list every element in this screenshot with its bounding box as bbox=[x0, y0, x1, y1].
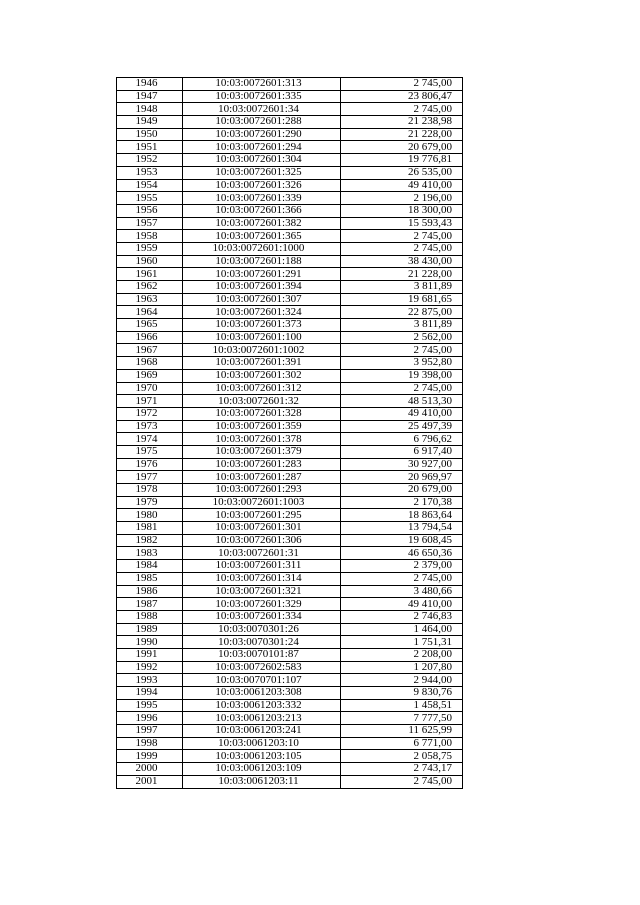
cadastral-number-cell: 10:03:0072601:295 bbox=[183, 509, 341, 522]
value-cell: 19 681,65 bbox=[341, 293, 463, 306]
value-cell: 19 776,81 bbox=[341, 154, 463, 167]
table-row bbox=[117, 445, 463, 458]
table-row bbox=[117, 128, 463, 141]
table-row bbox=[117, 281, 463, 294]
row-number-cell: 1952 bbox=[117, 154, 183, 167]
row-number-cell: 1984 bbox=[117, 560, 183, 573]
table-row bbox=[117, 78, 463, 91]
cadastral-number-cell: 10:03:0072601:359 bbox=[183, 420, 341, 433]
value-cell: 15 593,43 bbox=[341, 217, 463, 230]
cadastral-number-cell: 10:03:0072601:287 bbox=[183, 471, 341, 484]
table-row bbox=[117, 585, 463, 598]
cadastral-number-cell: 10:03:0072601:290 bbox=[183, 128, 341, 141]
value-cell: 7 777,50 bbox=[341, 712, 463, 725]
row-number-cell: 1988 bbox=[117, 610, 183, 623]
value-cell: 6 917,40 bbox=[341, 445, 463, 458]
row-number-cell: 1996 bbox=[117, 712, 183, 725]
cadastral-number-cell: 10:03:0072601:335 bbox=[183, 90, 341, 103]
cadastral-number-cell: 10:03:0072601:365 bbox=[183, 230, 341, 243]
table-row bbox=[117, 687, 463, 700]
row-number-cell: 1971 bbox=[117, 395, 183, 408]
row-number-cell: 1993 bbox=[117, 674, 183, 687]
row-number-cell: 1977 bbox=[117, 471, 183, 484]
cadastral-number-cell: 10:03:0072601:379 bbox=[183, 445, 341, 458]
value-cell: 13 794,54 bbox=[341, 522, 463, 535]
value-cell: 3 811,89 bbox=[341, 281, 463, 294]
value-cell: 18 863,64 bbox=[341, 509, 463, 522]
row-number-cell: 1973 bbox=[117, 420, 183, 433]
cadastral-number-cell: 10:03:0072601:1003 bbox=[183, 496, 341, 509]
table-row bbox=[117, 623, 463, 636]
value-cell: 2 745,00 bbox=[341, 572, 463, 585]
row-number-cell: 1958 bbox=[117, 230, 183, 243]
row-number-cell: 1972 bbox=[117, 407, 183, 420]
table-row bbox=[117, 395, 463, 408]
value-cell: 21 238,98 bbox=[341, 116, 463, 129]
value-cell: 2 745,00 bbox=[341, 78, 463, 91]
cadastral-number-cell: 10:03:0072602:583 bbox=[183, 661, 341, 674]
table-row bbox=[117, 331, 463, 344]
row-number-cell: 1998 bbox=[117, 737, 183, 750]
row-number-cell: 1947 bbox=[117, 90, 183, 103]
table-row bbox=[117, 204, 463, 217]
table-row bbox=[117, 217, 463, 230]
row-number-cell: 1986 bbox=[117, 585, 183, 598]
table-row bbox=[117, 420, 463, 433]
row-number-cell: 1985 bbox=[117, 572, 183, 585]
value-cell: 22 875,00 bbox=[341, 306, 463, 319]
row-number-cell: 1999 bbox=[117, 750, 183, 763]
table-row bbox=[117, 598, 463, 611]
table-row bbox=[117, 775, 463, 788]
table-row bbox=[117, 255, 463, 268]
table-row bbox=[117, 725, 463, 738]
cadastral-number-cell: 10:03:0072601:311 bbox=[183, 560, 341, 573]
value-cell: 49 410,00 bbox=[341, 598, 463, 611]
row-number-cell: 1970 bbox=[117, 382, 183, 395]
value-cell: 20 969,97 bbox=[341, 471, 463, 484]
value-cell: 3 480,66 bbox=[341, 585, 463, 598]
value-cell: 49 410,00 bbox=[341, 179, 463, 192]
row-number-cell: 1964 bbox=[117, 306, 183, 319]
cadastral-number-cell: 10:03:0072601:382 bbox=[183, 217, 341, 230]
cadastral-number-cell: 10:03:0061203:11 bbox=[183, 775, 341, 788]
value-cell: 18 300,00 bbox=[341, 204, 463, 217]
row-number-cell: 1963 bbox=[117, 293, 183, 306]
row-number-cell: 1969 bbox=[117, 369, 183, 382]
cadastral-number-cell: 10:03:0072601:329 bbox=[183, 598, 341, 611]
cadastral-number-cell: 10:03:0072601:294 bbox=[183, 141, 341, 154]
row-number-cell: 1997 bbox=[117, 725, 183, 738]
table-row bbox=[117, 357, 463, 370]
table-row bbox=[117, 382, 463, 395]
value-cell: 1 751,31 bbox=[341, 636, 463, 649]
value-cell: 2 562,00 bbox=[341, 331, 463, 344]
table-row bbox=[117, 699, 463, 712]
table-row bbox=[117, 534, 463, 547]
value-cell: 2 745,00 bbox=[341, 242, 463, 255]
row-number-cell: 1981 bbox=[117, 522, 183, 535]
row-number-cell: 1950 bbox=[117, 128, 183, 141]
value-cell: 2 745,00 bbox=[341, 382, 463, 395]
value-cell: 11 625,99 bbox=[341, 725, 463, 738]
table-row bbox=[117, 344, 463, 357]
row-number-cell: 1989 bbox=[117, 623, 183, 636]
value-cell: 46 650,36 bbox=[341, 547, 463, 560]
cadastral-number-cell: 10:03:0061203:213 bbox=[183, 712, 341, 725]
table-row bbox=[117, 572, 463, 585]
value-cell: 1 207,80 bbox=[341, 661, 463, 674]
cadastral-number-cell: 10:03:0061203:308 bbox=[183, 687, 341, 700]
cadastral-number-cell: 10:03:0072601:1002 bbox=[183, 344, 341, 357]
row-number-cell: 1979 bbox=[117, 496, 183, 509]
value-cell: 2 745,00 bbox=[341, 344, 463, 357]
cadastral-number-cell: 10:03:0072601:304 bbox=[183, 154, 341, 167]
cadastral-number-cell: 10:03:0072601:314 bbox=[183, 572, 341, 585]
value-cell: 20 679,00 bbox=[341, 141, 463, 154]
row-number-cell: 1957 bbox=[117, 217, 183, 230]
row-number-cell: 1966 bbox=[117, 331, 183, 344]
cadastral-number-cell: 10:03:0072601:1000 bbox=[183, 242, 341, 255]
value-cell: 3 811,89 bbox=[341, 319, 463, 332]
value-cell: 2 058,75 bbox=[341, 750, 463, 763]
value-cell: 2 743,17 bbox=[341, 763, 463, 776]
table-row bbox=[117, 369, 463, 382]
value-cell: 25 497,39 bbox=[341, 420, 463, 433]
row-number-cell: 1948 bbox=[117, 103, 183, 116]
table-row bbox=[117, 496, 463, 509]
cadastral-number-cell: 10:03:0072601:100 bbox=[183, 331, 341, 344]
table-row bbox=[117, 547, 463, 560]
cadastral-number-cell: 10:03:0061203:241 bbox=[183, 725, 341, 738]
cadastral-number-cell: 10:03:0072601:373 bbox=[183, 319, 341, 332]
table-row bbox=[117, 750, 463, 763]
cadastral-number-cell: 10:03:0072601:391 bbox=[183, 357, 341, 370]
value-cell: 21 228,00 bbox=[341, 128, 463, 141]
value-cell: 2 745,00 bbox=[341, 230, 463, 243]
table-row bbox=[117, 712, 463, 725]
row-number-cell: 1983 bbox=[117, 547, 183, 560]
value-cell: 9 830,76 bbox=[341, 687, 463, 700]
cadastral-number-cell: 10:03:0072601:34 bbox=[183, 103, 341, 116]
table-body bbox=[117, 78, 463, 789]
value-cell: 2 170,38 bbox=[341, 496, 463, 509]
cadastral-number-cell: 10:03:0061203:10 bbox=[183, 737, 341, 750]
cadastral-number-cell: 10:03:0072601:31 bbox=[183, 547, 341, 560]
table-row bbox=[117, 661, 463, 674]
row-number-cell: 1990 bbox=[117, 636, 183, 649]
table-row bbox=[117, 90, 463, 103]
table-row bbox=[117, 433, 463, 446]
value-cell: 38 430,00 bbox=[341, 255, 463, 268]
value-cell: 30 927,00 bbox=[341, 458, 463, 471]
cadastral-number-cell: 10:03:0072601:32 bbox=[183, 395, 341, 408]
table-row bbox=[117, 192, 463, 205]
table-row bbox=[117, 306, 463, 319]
row-number-cell: 1954 bbox=[117, 179, 183, 192]
value-cell: 2 196,00 bbox=[341, 192, 463, 205]
table-row bbox=[117, 179, 463, 192]
cadastral-number-cell: 10:03:0072601:334 bbox=[183, 610, 341, 623]
cadastral-number-cell: 10:03:0072601:301 bbox=[183, 522, 341, 535]
table-row bbox=[117, 471, 463, 484]
row-number-cell: 1995 bbox=[117, 699, 183, 712]
row-number-cell: 1976 bbox=[117, 458, 183, 471]
cadastral-number-cell: 10:03:0061203:109 bbox=[183, 763, 341, 776]
value-cell: 2 208,00 bbox=[341, 648, 463, 661]
value-cell: 1 458,51 bbox=[341, 699, 463, 712]
value-cell: 6 796,62 bbox=[341, 433, 463, 446]
value-cell: 2 944,00 bbox=[341, 674, 463, 687]
row-number-cell: 1987 bbox=[117, 598, 183, 611]
row-number-cell: 1961 bbox=[117, 268, 183, 281]
table-row bbox=[117, 293, 463, 306]
cadastral-number-cell: 10:03:0072601:288 bbox=[183, 116, 341, 129]
row-number-cell: 1946 bbox=[117, 78, 183, 91]
row-number-cell: 1992 bbox=[117, 661, 183, 674]
row-number-cell: 1956 bbox=[117, 204, 183, 217]
row-number-cell: 1949 bbox=[117, 116, 183, 129]
row-number-cell: 1962 bbox=[117, 281, 183, 294]
table-row bbox=[117, 648, 463, 661]
cadastral-number-cell: 10:03:0072601:188 bbox=[183, 255, 341, 268]
row-number-cell: 1965 bbox=[117, 319, 183, 332]
row-number-cell: 1991 bbox=[117, 648, 183, 661]
value-cell: 19 398,00 bbox=[341, 369, 463, 382]
value-cell: 48 513,30 bbox=[341, 395, 463, 408]
value-cell: 20 679,00 bbox=[341, 484, 463, 497]
row-number-cell: 1982 bbox=[117, 534, 183, 547]
value-cell: 2 745,00 bbox=[341, 775, 463, 788]
value-cell: 1 464,00 bbox=[341, 623, 463, 636]
table-row bbox=[117, 407, 463, 420]
cadastral-number-cell: 10:03:0070301:26 bbox=[183, 623, 341, 636]
table-row bbox=[117, 154, 463, 167]
cadastral-number-cell: 10:03:0072601:293 bbox=[183, 484, 341, 497]
table-row bbox=[117, 560, 463, 573]
table-row bbox=[117, 674, 463, 687]
table-row bbox=[117, 509, 463, 522]
row-number-cell: 1959 bbox=[117, 242, 183, 255]
cadastral-number-cell: 10:03:0072601:394 bbox=[183, 281, 341, 294]
cadastral-number-cell: 10:03:0072601:325 bbox=[183, 166, 341, 179]
cadastral-number-cell: 10:03:0072601:306 bbox=[183, 534, 341, 547]
table-row bbox=[117, 737, 463, 750]
value-cell: 2 746,83 bbox=[341, 610, 463, 623]
row-number-cell: 1974 bbox=[117, 433, 183, 446]
table-row bbox=[117, 103, 463, 116]
value-cell: 49 410,00 bbox=[341, 407, 463, 420]
cadastral-number-cell: 10:03:0072601:378 bbox=[183, 433, 341, 446]
value-cell: 3 952,80 bbox=[341, 357, 463, 370]
row-number-cell: 2001 bbox=[117, 775, 183, 788]
table-row bbox=[117, 319, 463, 332]
row-number-cell: 1968 bbox=[117, 357, 183, 370]
value-cell: 2 745,00 bbox=[341, 103, 463, 116]
cadastral-number-cell: 10:03:0072601:324 bbox=[183, 306, 341, 319]
row-number-cell: 1951 bbox=[117, 141, 183, 154]
table-row bbox=[117, 458, 463, 471]
value-cell: 2 379,00 bbox=[341, 560, 463, 573]
cadastral-number-cell: 10:03:0070701:107 bbox=[183, 674, 341, 687]
row-number-cell: 1960 bbox=[117, 255, 183, 268]
table-row bbox=[117, 141, 463, 154]
cadastral-number-cell: 10:03:0072601:302 bbox=[183, 369, 341, 382]
table-row bbox=[117, 610, 463, 623]
row-number-cell: 1978 bbox=[117, 484, 183, 497]
row-number-cell: 2000 bbox=[117, 763, 183, 776]
cadastral-number-cell: 10:03:0072601:313 bbox=[183, 78, 341, 91]
cadastral-number-cell: 10:03:0072601:328 bbox=[183, 407, 341, 420]
data-table bbox=[116, 77, 463, 789]
table-row bbox=[117, 116, 463, 129]
cadastral-number-cell: 10:03:0072601:339 bbox=[183, 192, 341, 205]
row-number-cell: 1975 bbox=[117, 445, 183, 458]
row-number-cell: 1994 bbox=[117, 687, 183, 700]
cadastral-number-cell: 10:03:0072601:321 bbox=[183, 585, 341, 598]
table-row bbox=[117, 268, 463, 281]
cadastral-number-cell: 10:03:0070301:24 bbox=[183, 636, 341, 649]
table-row bbox=[117, 242, 463, 255]
value-cell: 23 806,47 bbox=[341, 90, 463, 103]
table-row bbox=[117, 522, 463, 535]
table-row bbox=[117, 166, 463, 179]
cadastral-number-cell: 10:03:0072601:326 bbox=[183, 179, 341, 192]
row-number-cell: 1955 bbox=[117, 192, 183, 205]
value-cell: 6 771,00 bbox=[341, 737, 463, 750]
cadastral-number-cell: 10:03:0061203:105 bbox=[183, 750, 341, 763]
cadastral-number-cell: 10:03:0061203:332 bbox=[183, 699, 341, 712]
cadastral-number-cell: 10:03:0070101:87 bbox=[183, 648, 341, 661]
row-number-cell: 1953 bbox=[117, 166, 183, 179]
cadastral-number-cell: 10:03:0072601:283 bbox=[183, 458, 341, 471]
cadastral-number-cell: 10:03:0072601:312 bbox=[183, 382, 341, 395]
value-cell: 21 228,00 bbox=[341, 268, 463, 281]
table-row bbox=[117, 484, 463, 497]
value-cell: 19 608,45 bbox=[341, 534, 463, 547]
table-row bbox=[117, 636, 463, 649]
table-row bbox=[117, 230, 463, 243]
row-number-cell: 1980 bbox=[117, 509, 183, 522]
cadastral-number-cell: 10:03:0072601:291 bbox=[183, 268, 341, 281]
row-number-cell: 1967 bbox=[117, 344, 183, 357]
table-row bbox=[117, 763, 463, 776]
cadastral-number-cell: 10:03:0072601:307 bbox=[183, 293, 341, 306]
cadastral-number-cell: 10:03:0072601:366 bbox=[183, 204, 341, 217]
value-cell: 26 535,00 bbox=[341, 166, 463, 179]
